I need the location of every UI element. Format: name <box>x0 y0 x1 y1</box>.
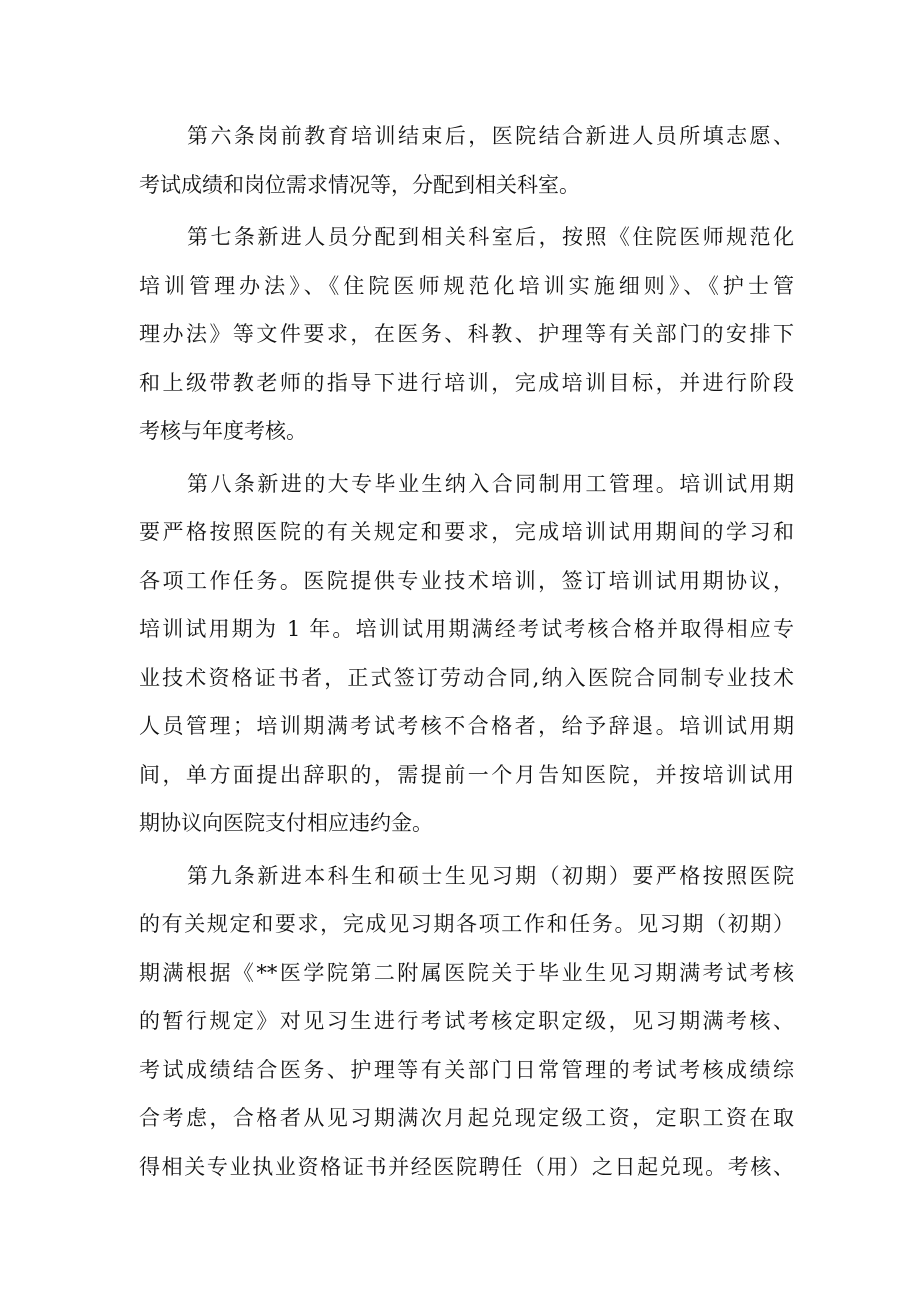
text-line: 的暂行规定》对见习生进行考试考核定职定级，见习期满考核、 <box>139 1009 794 1033</box>
text-line: 合考虑，合格者从见习期满次月起兑现定级工资，定职工资在取 <box>139 1106 794 1130</box>
text-line: 第六条岗前教育培训结束后，医院结合新进人员所填志愿、 <box>187 124 794 148</box>
paragraph-article-8 <box>139 460 794 848</box>
text-line: 第八条新进的大专毕业生纳入合同制用工管理。培训试用期 <box>187 471 794 496</box>
text-line: 期协议向医院支付相应违约金。 <box>139 811 433 835</box>
text-line: 和上级带教老师的指导下进行培训，完成培训目标，并进行阶段 <box>139 370 794 395</box>
text-line: 的有关规定和要求，完成见习期各项工作和任务。见习期（初期） <box>139 912 794 936</box>
text-line: 各项工作任务。医院提供专业技术培训，签订培训试用期协议， <box>139 568 794 593</box>
text-line: 培训试用期为 1 年。培训试用期满经考试考核合格并取得相应专 <box>139 617 794 641</box>
text-line: 考试成绩和岗位需求情况等，分配到相关科室。 <box>139 172 580 197</box>
paragraph-article-6 <box>139 112 794 209</box>
text-line: 期满根据《**医学院第二附属医院关于毕业生见习期满考试考核 <box>139 960 794 985</box>
text-line: 理办法》等文件要求，在医务、科教、护理等有关部门的安排下 <box>139 322 794 346</box>
text-line: 要严格按照医院的有关规定和要求，完成培训试用期间的学习和 <box>139 520 794 544</box>
paragraph-article-7 <box>139 213 794 456</box>
text-line: 第九条新进本科生和硕士生见习期（初期）要严格按照医院 <box>187 863 794 888</box>
text-line: 考核与年度考核。 <box>139 419 307 443</box>
text-line: 人员管理；培训期满考试考核不合格者，给予辞退。培训试用期 <box>139 714 794 738</box>
text-line: 考试成绩结合医务、护理等有关部门日常管理的考试考核成绩综 <box>139 1057 794 1082</box>
text-line: 间，单方面提出辞职的，需提前一个月告知医院，并按培训试用 <box>139 762 794 787</box>
document-body <box>139 112 794 1191</box>
text-line: 培训管理办法》、《住院医师规范化培训实施细则》、《护士管 <box>139 273 794 298</box>
text-line: 业技术资格证书者，正式签订劳动合同,纳入医院合同制专业技术 <box>139 665 794 690</box>
text-line: 第七条新进人员分配到相关科室后，按照《住院医师规范化 <box>187 225 794 249</box>
text-line: 得相关专业执业资格证书并经医院聘任（用）之日起兑现。考核、 <box>139 1154 794 1179</box>
paragraph-article-9 <box>139 852 794 1192</box>
